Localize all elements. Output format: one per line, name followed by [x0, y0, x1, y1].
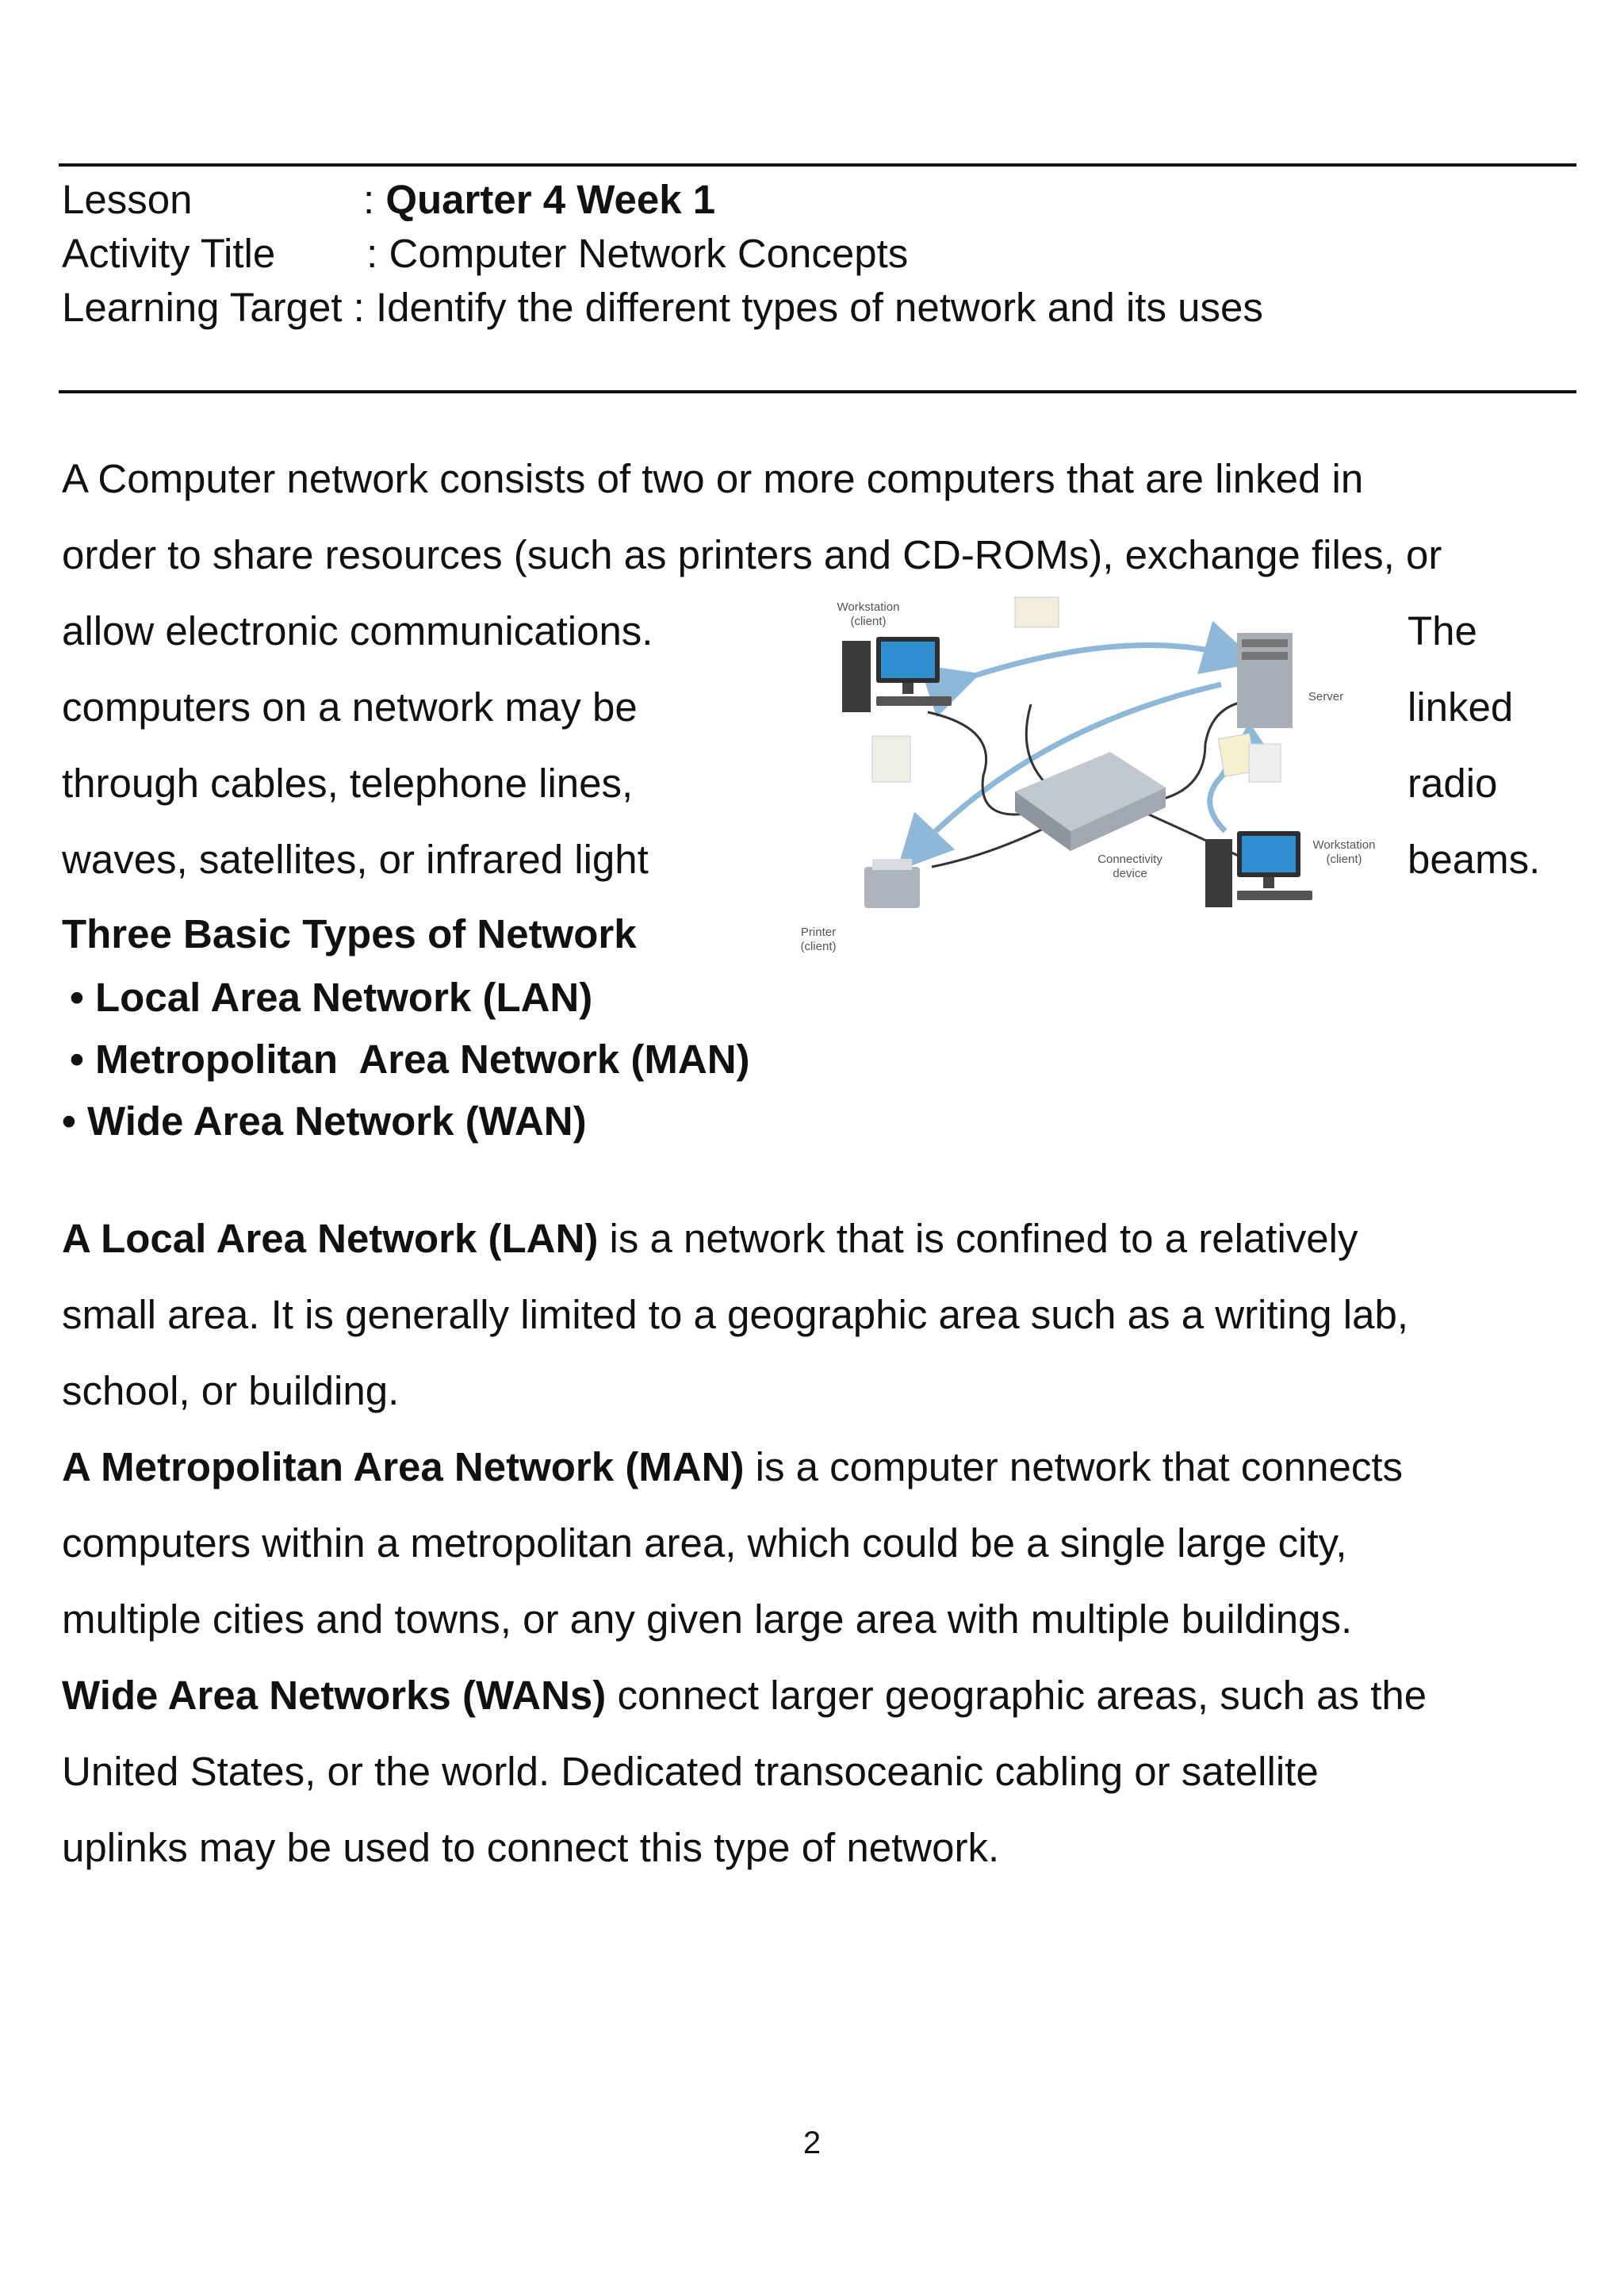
lan-line-2: small area. It is generally limited to a geographic area such as a writing lab, [62, 1292, 1409, 1337]
intro-line-6-end: beams. [1408, 837, 1541, 882]
printer-label-1: Printer [800, 926, 837, 939]
lan-line-1 [62, 1215, 1358, 1262]
workstation-bottom-label-1: Workstation [1312, 838, 1376, 852]
intro-line-3: allow electronic communications. [62, 608, 653, 654]
document-top-icon [1015, 597, 1059, 627]
workstation-bottom-icon [1205, 831, 1312, 907]
target-value: Identify the different types of network and its uses [376, 285, 1263, 330]
types-item-lan-text: Local Area Network (LAN) [95, 975, 593, 1020]
intro-line-6: waves, satellites, or infrared light [62, 837, 649, 882]
connectivity-label-2: device [1113, 867, 1147, 880]
workstation-top-label-1: Workstation [837, 600, 900, 614]
printer-icon [864, 859, 920, 908]
top-rule [59, 163, 1576, 167]
server-label: Server [1308, 690, 1344, 703]
types-item-wan-text: Wide Area Network (WAN) [87, 1098, 587, 1144]
man-term: A Metropolitan Area Network (MAN) [62, 1444, 745, 1489]
photos-icon [1218, 734, 1281, 782]
lan-term: A Local Area Network (LAN) [62, 1216, 599, 1261]
wan-line-3: uplinks may be used to connect this type of network. [62, 1825, 1000, 1870]
workstation-top-label-2: (client) [850, 615, 887, 628]
wan-line-1 [62, 1672, 1427, 1719]
types-item-man: • Metropolitan Area Network (MAN) [70, 1037, 750, 1082]
cable-5 [932, 823, 1055, 867]
header-bottom-rule [59, 390, 1576, 393]
intro-line-2: order to share resources (such as printers and CD-ROMs), exchange files, or [62, 532, 1442, 577]
man-line-3: multiple cities and towns, or any given large area with multiple buildings. [62, 1596, 1353, 1642]
workstation-bottom-label-2: (client) [1326, 853, 1362, 866]
man-line-1 [62, 1443, 1403, 1490]
activity-label: Activity Title [62, 231, 276, 276]
wan-line-2: United States, or the world. Dedicated transoceanic cabling or satellite [62, 1749, 1319, 1794]
intro-line-4-end: linked [1408, 684, 1514, 730]
document-left-icon [872, 736, 910, 782]
connectivity-device-icon [1015, 752, 1166, 851]
intro-line-5: through cables, telephone lines, [62, 761, 634, 806]
types-heading: Three Basic Types of Network [62, 911, 637, 956]
wan-line-1-rest: connect larger geographic areas, such as the [606, 1673, 1427, 1718]
activity-line: Activity Title : Computer Network Concepts [62, 227, 908, 281]
lesson-line: Lesson : Quarter 4 Week 1 [62, 173, 715, 227]
intro-line-3-end: The [1408, 608, 1477, 654]
activity-value: Computer Network Concepts [389, 231, 909, 276]
lan-line-3: school, or building. [62, 1368, 400, 1413]
lesson-label: Lesson [62, 177, 193, 222]
lesson-value: Quarter 4 Week 1 [385, 177, 716, 222]
target-label: Learning Target [62, 285, 343, 330]
man-line-2: computers within a metropolitan area, which could be a single large city, [62, 1520, 1347, 1566]
server-icon [1237, 633, 1293, 728]
workstation-top-icon [842, 637, 952, 712]
intro-line-4: computers on a network may be [62, 684, 638, 730]
page-number: 2 [802, 2125, 822, 2160]
target-line: Learning Target : Identify the different types of network and its uses [62, 285, 1263, 330]
types-item-lan: • Local Area Network (LAN) [70, 975, 593, 1020]
intro-line-5-end: radio [1408, 761, 1498, 806]
lan-line-1-rest: is a network that is confined to a relatively [598, 1216, 1358, 1261]
man-line-1-rest: is a computer network that connects [744, 1444, 1404, 1489]
arrow-workstation-server [959, 645, 1237, 680]
types-item-wan: • Wide Area Network (WAN) [62, 1098, 587, 1144]
network-diagram [793, 593, 1396, 966]
connectivity-label-1: Connectivity [1097, 853, 1162, 866]
intro-line-1: A Computer network consists of two or more computers that are linked in [62, 456, 1364, 501]
printer-label-2: (client) [800, 940, 837, 953]
types-item-man-text: Metropolitan Area Network (MAN) [95, 1037, 750, 1082]
wan-term: Wide Area Networks (WANs) [62, 1673, 607, 1718]
